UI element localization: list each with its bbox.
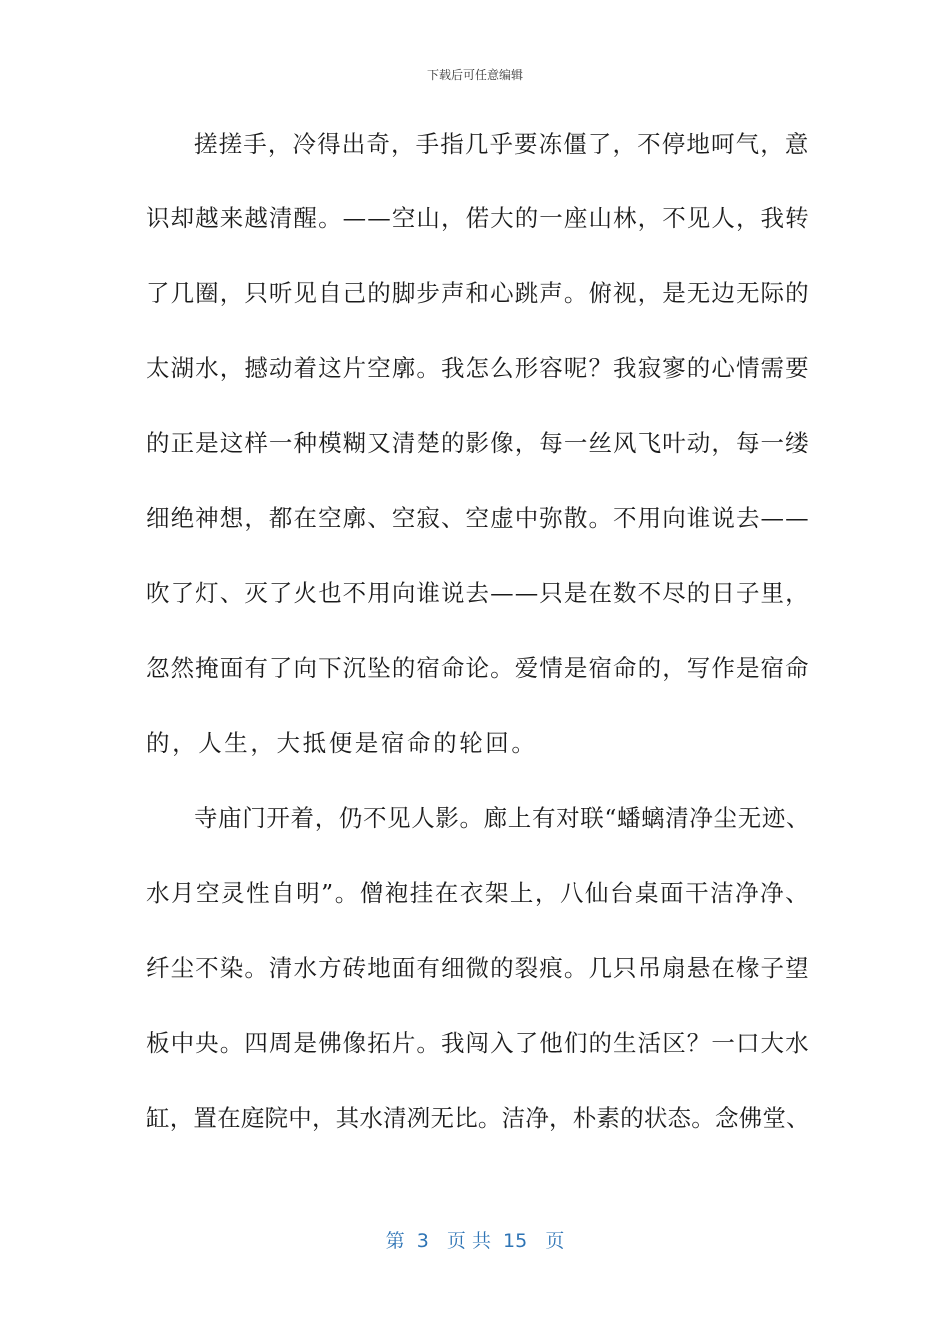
paragraph-2-line-4: 板中央。四周是佛像拓片。我闯入了他们的生活区？一口大水 xyxy=(146,1029,810,1057)
paragraph-1-line-5: 的正是这样一种模糊又清楚的影像，每一丝风飞叶动，每一缕 xyxy=(146,429,810,457)
paragraph-2-line-1: 寺庙门开着，仍不见人影。廊上有对联“蟠螭清净尘无迹、 xyxy=(194,804,811,832)
paragraph-1-line-9: 的，人生，大抵便是宿命的轮回。 xyxy=(146,729,538,757)
paragraph-1-line-1: 搓搓手，冷得出奇，手指几乎要冻僵了，不停地呵气，意 xyxy=(194,130,810,158)
paragraph-1-line-6: 细绝神想，都在空廓、空寂、空虚中弥散。不用向谁说去—— xyxy=(146,504,810,532)
paragraph-2-line-3: 纤尘不染。清水方砖地面有细微的裂痕。几只吊扇悬在椽子望 xyxy=(146,954,810,982)
paragraph-1-line-2: 识却越来越清醒。——空山，偌大的一座山林，不见人，我转 xyxy=(146,204,810,232)
paragraph-1-line-8: 忽然掩面有了向下沉坠的宿命论。爱情是宿命的，写作是宿命 xyxy=(146,654,810,682)
paragraph-1-line-3: 了几圈，只听见自己的脚步声和心跳声。俯视，是无边无际的 xyxy=(146,279,810,307)
page-number-footer: 第 3 页 共 15 页 xyxy=(385,1230,565,1252)
paragraph-2-line-5: 缸，置在庭院中，其水清冽无比。洁净，朴素的状态。念佛堂、 xyxy=(146,1104,810,1132)
paragraph-2-line-2: 水月空灵性自明”。僧袍挂在衣架上，八仙台桌面干洁净净、 xyxy=(146,879,811,907)
page-header: 下载后可任意编辑 xyxy=(426,68,523,82)
paragraph-1-line-4: 太湖水，撼动着这片空廓。我怎么形容呢？我寂寥的心情需要 xyxy=(146,354,810,382)
paragraph-1-line-7: 吹了灯、灭了火也不用向谁说去——只是在数不尽的日子里， xyxy=(146,579,810,607)
